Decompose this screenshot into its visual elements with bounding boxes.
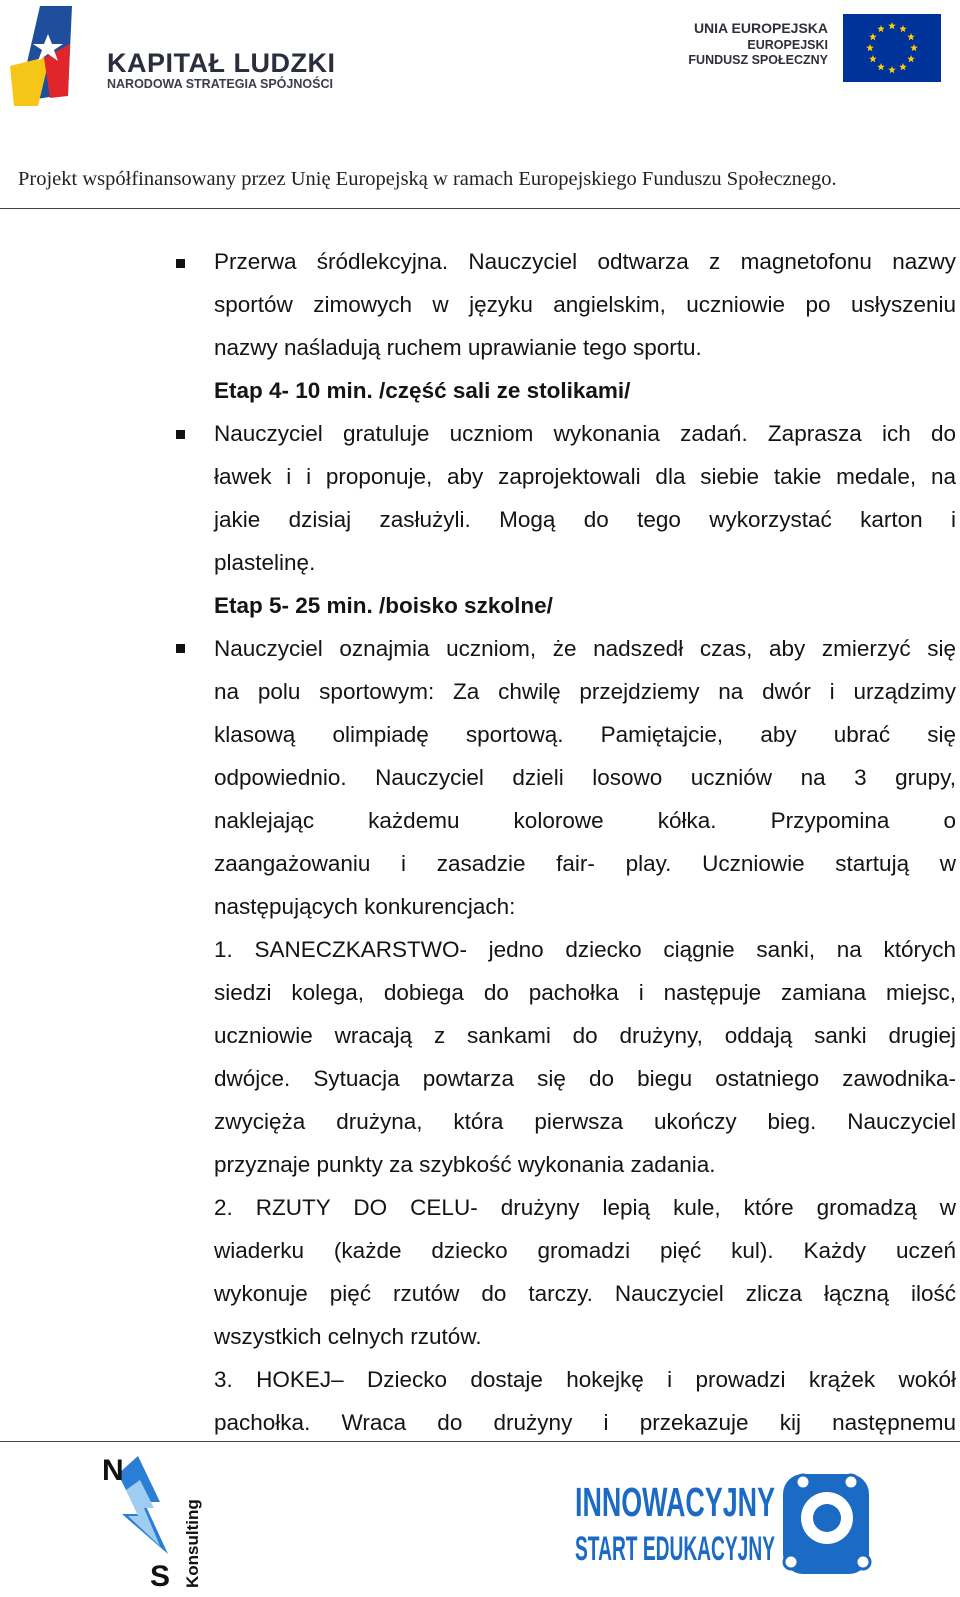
text-line: 2. RZUTY DO CELU- drużyny lepią kule, które gromadzą w <box>214 1195 956 1220</box>
innov-line-1: INNOWACYJNY <box>575 1479 775 1525</box>
text-line: Nauczyciel oznajmia uczniom, że nadszedł czas, aby zmierzyć się <box>214 636 956 661</box>
text-line: naklejając każdemu kolorowe kółka. Przypomina o <box>214 808 956 833</box>
text-line: wszystkich celnych rzutów. <box>214 1324 482 1349</box>
cofinance-statement: Projekt współfinansowany przez Unię Europejską w ramach Europejskiego Funduszu Społecznego. <box>18 168 837 190</box>
stage-heading: Etap 4- 10 min. /część sali ze stolikami/ <box>214 378 631 403</box>
text-line: uczniowie wracają z sankami do drużyny, oddają sanki drugiej <box>214 1023 956 1048</box>
bullet-icon <box>176 259 185 268</box>
kapital-ludzki-subtitle: NARODOWA STRATEGIA SPÓJNOŚCI <box>107 77 333 91</box>
kapital-ludzki-emblem-icon <box>10 6 100 106</box>
text-line: plastelinę. <box>214 550 316 575</box>
nsk-konsulting-logo <box>98 1450 208 1590</box>
kapital-ludzki-title: KAPITAŁ LUDZKI <box>107 48 336 78</box>
text-line: ławek i i proponuje, aby zaprojektowali dla siebie takie medale, na <box>214 464 956 489</box>
text-line: odpowiednio. Nauczyciel dzieli losowo uczniów na 3 grupy, <box>214 765 956 790</box>
text-line: klasową olimpiadę sportową. Pamiętajcie, aby ubrać się <box>214 722 956 747</box>
text-line: wiaderku (każde dziecko gromadzi pięć kul). Każdy uczeń <box>214 1238 956 1263</box>
text-line: zaangażowaniu i zasadzie fair- play. Uczniowie startują w <box>214 851 956 876</box>
innowacyjny-start-logo <box>575 1468 955 1578</box>
innov-figure-icon <box>783 1474 870 1574</box>
text-line: nazwy naśladują ruchem uprawianie tego sportu. <box>214 335 702 360</box>
text-line: 1. SANECZKARSTWO- jedno dziecko ciągnie sanki, na których <box>214 937 956 962</box>
nsk-word: Konsulting <box>183 1499 202 1588</box>
eu-line-3: FUNDUSZ SPOŁECZNY <box>688 53 828 68</box>
text-line: wykonuje pięć rzutów do tarczy. Nauczyciel zlicza łączną ilość <box>214 1281 956 1306</box>
footer-divider <box>0 1441 960 1442</box>
nsk-letter-n: N <box>102 1454 124 1487</box>
eu-fund-label <box>688 20 828 69</box>
bullet-icon <box>176 644 185 653</box>
eu-line-2: EUROPEJSKI <box>747 37 828 52</box>
text-line: następujących konkurencjach: <box>214 894 516 919</box>
eu-flag-icon <box>843 14 941 82</box>
bullet-icon <box>176 430 185 439</box>
text-line: jakie dzisiaj zasłużyli. Mogą do tego wykorzystać karton i <box>214 507 956 532</box>
text-line: zwycięża drużyna, która pierwsza ukończy bieg. Nauczyciel <box>214 1109 956 1134</box>
text-line: Nauczyciel gratuluje uczniom wykonania zadań. Zaprasza ich do <box>214 421 956 446</box>
stage-heading: Etap 5- 25 min. /boisko szkolne/ <box>214 593 553 618</box>
text-line: pachołka. Wraca do drużyny i przekazuje kij następnemu <box>214 1410 956 1435</box>
eu-line-1: UNIA EUROPEJSKA <box>693 20 828 36</box>
header-divider <box>0 208 960 209</box>
nsk-letter-s: S <box>150 1560 171 1590</box>
text-line: na polu sportowym: Za chwilę przejdziemy na dwór i urządzimy <box>214 679 956 704</box>
page-header <box>0 0 960 210</box>
text-line: dwójce. Sytuacja powtarza się do biegu ostatniego zawodnika- <box>214 1066 956 1091</box>
text-line: siedzi kolega, dobiega do pachołka i następuje zamiana miejsc, <box>214 980 956 1005</box>
kapital-ludzki-logo <box>10 6 336 106</box>
innov-line-2: START EDUKACYJNY <box>575 1530 776 1568</box>
text-line: Przerwa śródlekcyjna. Nauczyciel odtwarza z magnetofonu nazwy <box>214 249 956 274</box>
text-line: 3. HOKEJ– Dziecko dostaje hokejkę i prowadzi krążek wokół <box>214 1367 956 1392</box>
text-line: przyznaje punkty za szybkość wykonania zadania. <box>214 1152 716 1177</box>
text-line: sportów zimowych w języku angielskim, uczniowie po usłyszeniu <box>214 292 956 317</box>
